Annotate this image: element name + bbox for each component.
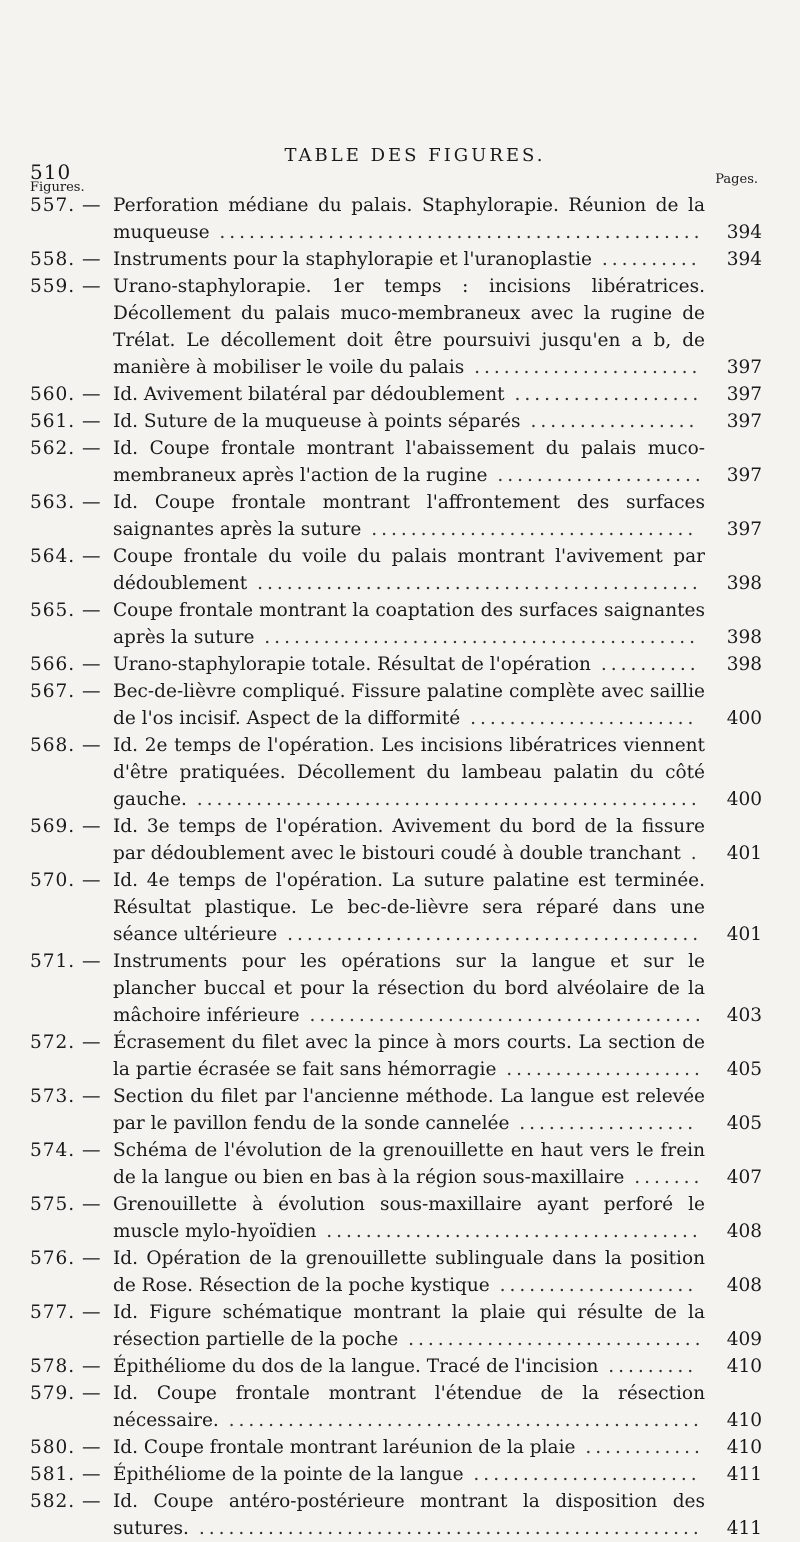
figure-entry xyxy=(0,1137,800,1191)
figure-description-text: Perforation médiane du palais. Staphylorapie. Réunion de la muqueuse xyxy=(113,195,705,243)
figure-description-text: Id. Avivement bilatéral par dédoublement xyxy=(113,384,505,405)
entry-dash: — xyxy=(82,870,101,891)
figure-entry xyxy=(0,1488,800,1542)
figure-description xyxy=(113,1488,705,1542)
figures-column-header: Figures. xyxy=(30,180,85,195)
figure-entry xyxy=(0,732,800,813)
entry-dash: — xyxy=(82,249,101,270)
leader-dots: .............................. xyxy=(398,1329,705,1350)
figure-number: 560. xyxy=(30,384,76,405)
page-reference: 397 xyxy=(726,357,762,378)
page-reference: 398 xyxy=(726,654,762,675)
figure-description-text: Id. Coupe antéro-postérieure montrant la disposition des sutures. xyxy=(113,1491,705,1539)
entry-dash: — xyxy=(82,546,101,567)
leader-dots: . xyxy=(680,843,701,864)
figure-entry xyxy=(0,1434,800,1461)
figure-description-text: Id. 3e temps de l'opération. Avivement du bord de la fissure par dédoublement avec le bistouri coudé à double tranchant xyxy=(113,816,705,864)
figure-description-text: Grenouillette à évolution sous-maxillaire ayant perforé le muscle mylo-hyoïdien xyxy=(113,1194,705,1242)
figure-description xyxy=(113,597,705,651)
figure-description-text: Id. Coupe frontale montrant l'étendue de la résection nécessaire. xyxy=(113,1383,705,1431)
figure-entry xyxy=(0,408,800,435)
figure-description xyxy=(113,1353,705,1380)
figure-entry xyxy=(0,597,800,651)
page-reference: 401 xyxy=(726,924,762,945)
figure-entry xyxy=(0,273,800,381)
leader-dots: ............ xyxy=(575,1437,704,1458)
figure-description-text: Id. Opération de la grenouillette sublinguale dans la position de Rose. Résection de la poche kystique xyxy=(113,1248,705,1296)
entry-dash: — xyxy=(82,384,101,405)
figure-number: 572. xyxy=(30,1032,76,1053)
page-reference: 410 xyxy=(726,1410,762,1431)
page-reference: 397 xyxy=(726,411,762,432)
figure-entry xyxy=(0,1029,800,1083)
entry-dash: — xyxy=(82,951,101,972)
figure-entry xyxy=(0,1353,800,1380)
figure-number: 557. xyxy=(30,195,76,216)
figure-description xyxy=(113,948,705,1029)
entry-dash: — xyxy=(82,1140,101,1161)
entry-dash: — xyxy=(82,1356,101,1377)
figure-description xyxy=(113,1245,705,1299)
page-reference: 408 xyxy=(726,1221,762,1242)
figure-number: 575. xyxy=(30,1194,76,1215)
leader-dots: ................................. xyxy=(361,519,698,540)
figure-number: 582. xyxy=(30,1491,76,1512)
leader-dots: ........................................ xyxy=(299,1005,705,1026)
figure-number: 573. xyxy=(30,1086,76,1107)
page-reference: 405 xyxy=(726,1113,762,1134)
page-title: TABLE DES FIGURES. xyxy=(284,145,546,166)
figure-description-text: Coupe frontale du voile du palais montrant l'avivement par dédoublement xyxy=(113,546,705,594)
figure-number: 565. xyxy=(30,600,76,621)
figure-number: 579. xyxy=(30,1383,76,1404)
figure-description xyxy=(113,1299,705,1353)
entry-dash: — xyxy=(82,681,101,702)
leader-dots: ....................... xyxy=(460,708,698,729)
figure-number: 578. xyxy=(30,1356,76,1377)
figure-entry xyxy=(0,1083,800,1137)
figure-description xyxy=(113,732,705,813)
entry-dash: — xyxy=(82,735,101,756)
page-reference: 398 xyxy=(726,627,762,648)
page-reference: 394 xyxy=(726,249,762,270)
figure-entry xyxy=(0,192,800,246)
page-reference: 411 xyxy=(726,1464,762,1485)
leader-dots: .................... xyxy=(489,1275,698,1296)
page-reference: 410 xyxy=(726,1437,762,1458)
leader-dots: .................. xyxy=(509,1113,698,1134)
figure-description-text: Id. Coupe frontale montrant laréunion de la plaie xyxy=(113,1437,576,1458)
page-reference: 410 xyxy=(726,1356,762,1377)
figure-description-text: Épithéliome de la pointe de la langue xyxy=(113,1464,464,1485)
page-reference: 394 xyxy=(726,222,762,243)
page-reference: 398 xyxy=(726,573,762,594)
figure-description xyxy=(113,1380,705,1434)
entry-dash: — xyxy=(82,1383,101,1404)
figure-description xyxy=(113,867,705,948)
entry-dash: — xyxy=(82,1437,101,1458)
figure-description-text: Id. Coupe frontale montrant l'affrontement des surfaces saignantes après la suture xyxy=(113,492,705,540)
page-reference: 400 xyxy=(726,789,762,810)
page-reference: 409 xyxy=(726,1329,762,1350)
figure-description-text: Id. Suture de la muqueuse à points séparés xyxy=(113,411,521,432)
figure-description-text: Schéma de l'évolution de la grenouillette en haut vers le frein de la langue ou bien en bas à la région sous-maxillaire xyxy=(113,1140,705,1188)
figure-number: 581. xyxy=(30,1464,76,1485)
page-reference: 403 xyxy=(726,1005,762,1026)
figure-entry xyxy=(0,1461,800,1488)
figure-description-text: Instruments pour les opérations sur la langue et sur le plancher buccal et pour la résection du bord alvéolaire de la mâchoire inférieure xyxy=(113,951,705,1026)
leader-dots: ..................... xyxy=(487,465,705,486)
entry-dash: — xyxy=(82,1464,101,1485)
figure-description-text: Épithéliome du dos de la langue. Tracé de l'incision xyxy=(113,1356,599,1377)
leader-dots: ................................................... xyxy=(186,789,701,810)
figure-description-text: Coupe frontale montrant la coaptation des surfaces saignantes après la suture xyxy=(113,600,705,648)
page-reference: 407 xyxy=(726,1167,762,1188)
figure-description xyxy=(113,651,705,678)
page-reference: 411 xyxy=(726,1518,762,1539)
entry-dash: — xyxy=(82,438,101,459)
entry-dash: — xyxy=(82,1086,101,1107)
page-number: 510 xyxy=(30,160,72,184)
figure-entry xyxy=(0,948,800,1029)
entry-dash: — xyxy=(82,492,101,513)
entry-dash: — xyxy=(82,1248,101,1269)
figure-description xyxy=(113,1461,705,1488)
figure-number: 571. xyxy=(30,951,76,972)
figure-number: 576. xyxy=(30,1248,76,1269)
entry-dash: — xyxy=(82,411,101,432)
figure-entry xyxy=(0,381,800,408)
entry-dash: — xyxy=(82,1302,101,1323)
leader-dots: ................... xyxy=(504,384,703,405)
page-reference: 405 xyxy=(726,1059,762,1080)
figure-number: 561. xyxy=(30,411,76,432)
figure-number: 568. xyxy=(30,735,76,756)
pages-column-header: Pages. xyxy=(715,172,758,187)
figure-description xyxy=(113,408,705,435)
figure-number: 562. xyxy=(30,438,76,459)
figure-list xyxy=(0,192,800,1542)
page-reference: 408 xyxy=(726,1275,762,1296)
leader-dots: ............................................ xyxy=(254,627,700,648)
figure-number: 577. xyxy=(30,1302,76,1323)
figure-entry xyxy=(0,867,800,948)
figure-number: 559. xyxy=(30,276,76,297)
entry-dash: — xyxy=(82,1032,101,1053)
figure-description-text: Écrasement du filet avec la pince à mors courts. La section de la partie écrasée se fait sans hémorragie xyxy=(113,1032,705,1080)
figure-description xyxy=(113,192,705,246)
leader-dots: ....................... xyxy=(463,1464,701,1485)
entry-dash: — xyxy=(82,195,101,216)
leader-dots: ................................................. xyxy=(209,222,704,243)
figure-description-text: Section du filet par l'ancienne méthode. La langue est relevée par le pavillon fendu de la sonde cannelée xyxy=(113,1086,705,1134)
figure-number: 563. xyxy=(30,492,76,513)
leader-dots: ................................................ xyxy=(218,1410,703,1431)
entry-dash: — xyxy=(82,1491,101,1512)
leader-dots: .................... xyxy=(496,1059,704,1080)
figure-entry xyxy=(0,1299,800,1353)
entry-dash: — xyxy=(82,816,101,837)
leader-dots: ................................................... xyxy=(188,1518,703,1539)
leader-dots: ......... xyxy=(598,1356,698,1377)
leader-dots: ................. xyxy=(520,411,699,432)
page-reference: 400 xyxy=(726,708,762,729)
figure-description xyxy=(113,1029,705,1083)
figure-description xyxy=(113,246,705,273)
figure-description-text: Urano-staphylorapie totale. Résultat de l'opération xyxy=(113,654,591,675)
figure-entry xyxy=(0,1191,800,1245)
leader-dots: .......................................... xyxy=(277,924,703,945)
figure-description-text: Id. Figure schématique montrant la plaie qui résulte de la résection partielle de la poche xyxy=(113,1302,705,1350)
figure-number: 567. xyxy=(30,681,76,702)
figure-description xyxy=(113,678,705,732)
figure-description xyxy=(113,1191,705,1245)
figure-description-text: Bec-de-lièvre compliqué. Fissure palatine complète avec saillie de l'os incisif. Aspect de la difformité xyxy=(113,681,705,729)
leader-dots: .......... xyxy=(590,654,700,675)
figure-description-text: Urano-staphylorapie. 1er temps : incisions libératrices. Décollement du palais muco-membraneux avec la rugine de Trélat. Le décollement doit être poursuivi jusqu'en a b, de manière à mobiliser le voile du palais xyxy=(113,276,705,378)
figure-description xyxy=(113,1434,705,1461)
leader-dots: ...................................... xyxy=(316,1221,702,1242)
figure-entry xyxy=(0,246,800,273)
page-reference: 401 xyxy=(726,843,762,864)
figure-number: 566. xyxy=(30,654,76,675)
leader-dots: ............................................. xyxy=(247,573,702,594)
figure-description xyxy=(113,1137,705,1191)
entry-dash: — xyxy=(82,600,101,621)
figure-description-text: Id. Coupe frontale montrant l'abaissement du palais muco-membraneux après l'action de la rugine xyxy=(113,438,705,486)
figure-entry xyxy=(0,678,800,732)
entry-dash: — xyxy=(82,1194,101,1215)
figure-description xyxy=(113,489,705,543)
figure-description xyxy=(113,1083,705,1137)
figure-description xyxy=(113,543,705,597)
figure-entry xyxy=(0,1245,800,1299)
figure-entry xyxy=(0,651,800,678)
figure-description xyxy=(113,435,705,489)
figure-number: 574. xyxy=(30,1140,76,1161)
figure-entry xyxy=(0,1380,800,1434)
figure-entry xyxy=(0,435,800,489)
leader-dots: ....... xyxy=(624,1167,704,1188)
leader-dots: ....................... xyxy=(464,357,702,378)
figure-description-text: Id. 4e temps de l'opération. La suture palatine est terminée. Résultat plastique. Le bec-de-lièvre sera réparé dans une séance ultérieure xyxy=(113,870,705,945)
figure-number: 570. xyxy=(30,870,76,891)
figure-number: 558. xyxy=(30,249,76,270)
leader-dots: .......... xyxy=(591,249,701,270)
figure-description-text: Id. 2e temps de l'opération. Les incisions libératrices viennent d'être pratiquées. Décollement du lambeau palatin du côté gauche. xyxy=(113,735,705,810)
page-reference: 397 xyxy=(726,465,762,486)
page-reference: 397 xyxy=(726,519,762,540)
figure-entry xyxy=(0,489,800,543)
figure-description xyxy=(113,381,705,408)
entry-dash: — xyxy=(82,654,101,675)
page-reference: 397 xyxy=(726,384,762,405)
figure-description xyxy=(113,813,705,867)
figure-entry xyxy=(0,543,800,597)
figure-number: 580. xyxy=(30,1437,76,1458)
figure-description xyxy=(113,273,705,381)
entry-dash: — xyxy=(82,276,101,297)
figure-number: 564. xyxy=(30,546,76,567)
figure-description-text: Instruments pour la staphylorapie et l'uranoplastie xyxy=(113,249,592,270)
figure-entry xyxy=(0,813,800,867)
figure-number: 569. xyxy=(30,816,76,837)
